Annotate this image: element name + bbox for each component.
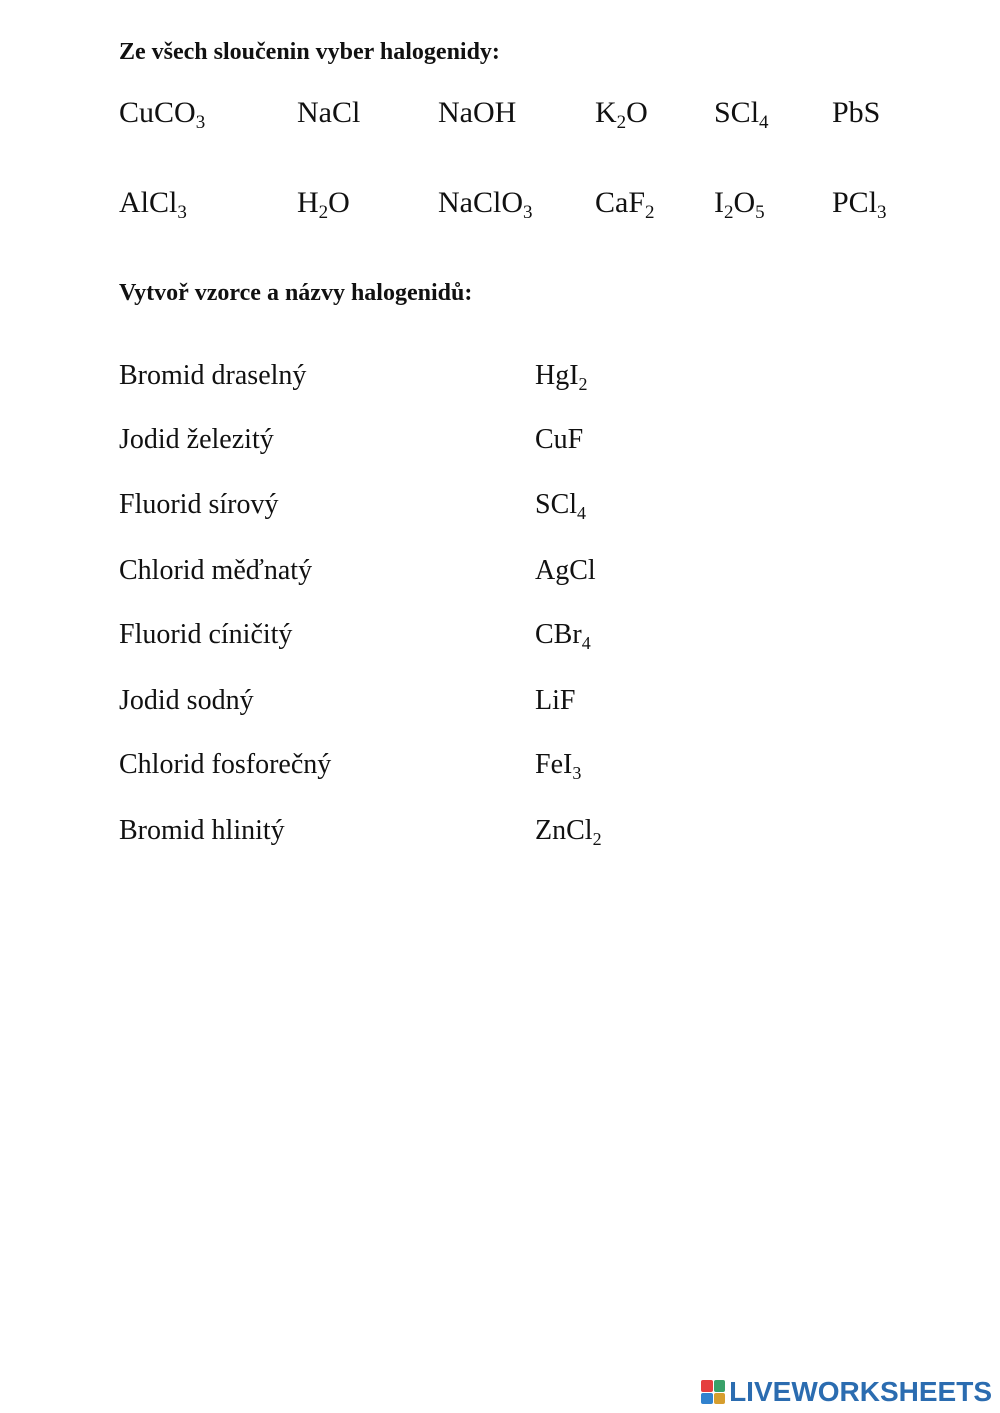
formula-part: H <box>297 186 319 219</box>
formula-part: CaF <box>595 186 646 219</box>
section2-heading: Vytvoř vzorce a názvy halogenidů: <box>119 280 473 306</box>
compound-name: Bromid draselný <box>119 360 307 391</box>
subscript: 2 <box>578 374 588 394</box>
compound[interactable] <box>714 186 765 223</box>
subscript: 2 <box>645 202 655 223</box>
logo-square <box>701 1393 713 1405</box>
subscript: 3 <box>523 202 533 223</box>
compound[interactable] <box>832 96 880 130</box>
subscript: 4 <box>581 633 591 653</box>
formula-part: AgCl <box>535 555 596 586</box>
liveworksheets-logo-icon <box>701 1380 725 1404</box>
compound[interactable] <box>595 186 655 223</box>
formula-part: O <box>626 96 648 129</box>
compound-name: Bromid hlinitý <box>119 815 285 846</box>
subscript: 4 <box>577 503 587 523</box>
formula-part: SCl <box>535 489 578 520</box>
compound-name: Jodid sodný <box>119 685 254 716</box>
compound[interactable] <box>297 186 350 223</box>
formula-part: CuCO <box>119 96 196 129</box>
formula-part: NaCl <box>297 96 361 129</box>
formula-part: SCl <box>714 96 760 129</box>
logo-square <box>701 1380 713 1392</box>
compound-name: Chlorid fosforečný <box>119 749 332 780</box>
subscript: 3 <box>177 202 187 223</box>
compound-name: Jodid železitý <box>119 424 274 455</box>
subscript: 3 <box>877 202 887 223</box>
logo-square <box>714 1380 726 1392</box>
formula-part: CBr <box>535 619 582 650</box>
compound-formula <box>535 749 581 781</box>
compound-formula <box>535 360 588 392</box>
subscript: 5 <box>755 202 765 223</box>
subscript: 2 <box>318 202 329 223</box>
subscript: 3 <box>195 112 206 133</box>
compound-name: Chlorid měďnatý <box>119 555 313 586</box>
formula-part: O <box>733 186 756 219</box>
formula-part: LiF <box>535 685 576 716</box>
compound-name: Fluorid sírový <box>119 489 279 520</box>
compound[interactable] <box>297 96 360 130</box>
compound-formula <box>535 619 591 651</box>
compound-formula <box>535 555 596 587</box>
compound-name: Fluorid cíničitý <box>119 619 293 650</box>
formula-part: HgI <box>535 360 579 391</box>
formula-part: K <box>595 96 617 129</box>
liveworksheets-footer[interactable] <box>701 1375 992 1409</box>
compound-formula <box>535 424 583 456</box>
compound[interactable] <box>119 186 187 223</box>
compound[interactable] <box>832 186 887 223</box>
compound[interactable] <box>438 186 533 223</box>
compound-formula <box>535 815 602 847</box>
logo-square <box>714 1393 726 1405</box>
subscript: 2 <box>616 112 627 133</box>
formula-part: PCl <box>832 186 878 219</box>
formula-part: CuF <box>535 424 584 455</box>
formula-part: AlCl <box>119 186 178 219</box>
compound[interactable] <box>119 96 206 133</box>
section1-heading: Ze všech sloučenin vyber halogenidy: <box>119 39 500 65</box>
compound[interactable] <box>595 96 648 133</box>
formula-part: PbS <box>832 96 881 129</box>
brand-name: LIVEWORKSHEETS <box>729 1376 992 1407</box>
formula-part: ZnCl <box>535 815 593 846</box>
compound[interactable] <box>714 96 769 133</box>
compound-formula <box>535 685 575 717</box>
formula-part: I <box>714 186 724 219</box>
formula-part: O <box>328 186 350 219</box>
subscript: 3 <box>572 763 582 783</box>
subscript: 2 <box>724 202 734 223</box>
formula-part: FeI <box>535 749 573 780</box>
subscript: 4 <box>759 112 769 133</box>
compound-formula <box>535 489 586 521</box>
compound[interactable] <box>438 96 516 130</box>
formula-part: NaClO <box>438 186 523 219</box>
formula-part: NaOH <box>438 96 517 129</box>
subscript: 2 <box>592 829 602 849</box>
